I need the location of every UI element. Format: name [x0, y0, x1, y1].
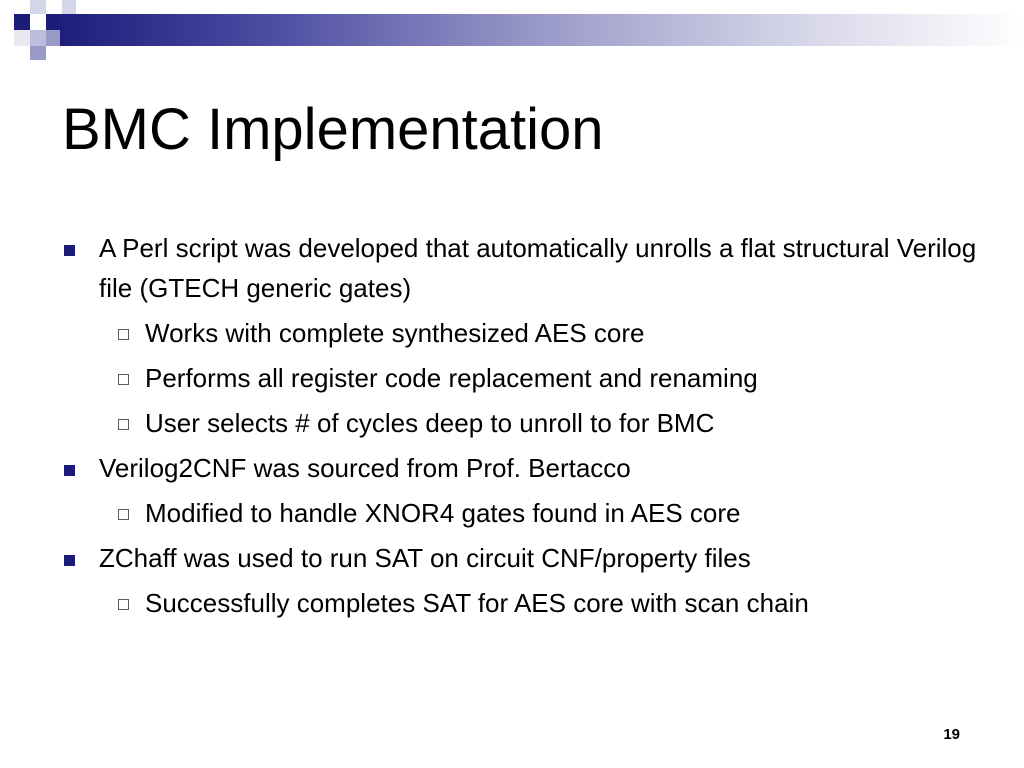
- header-square-decoration: [30, 30, 46, 46]
- sub-bullet-list: [99, 583, 982, 623]
- square-bullet-icon: [64, 555, 75, 566]
- header-square-decoration: [46, 30, 60, 46]
- sub-bullet-list: [99, 493, 982, 533]
- bullet-text: ZChaff was used to run SAT on circuit CNF/property files: [99, 543, 751, 573]
- square-bullet-icon: [64, 245, 75, 256]
- sub-bullet-list: [99, 313, 982, 443]
- page-number: 19: [943, 726, 960, 743]
- header-square-decoration: [30, 46, 46, 60]
- sub-bullet-item: [99, 583, 982, 623]
- hollow-square-bullet-icon: [118, 509, 129, 520]
- sub-bullet-item: [99, 358, 982, 398]
- sub-bullet-item: [99, 493, 982, 533]
- bullet-item: [62, 538, 982, 623]
- square-bullet-icon: [64, 465, 75, 476]
- header-square-decoration: [62, 0, 76, 14]
- header-square-decoration: [46, 14, 60, 30]
- sub-bullet-text: User selects # of cycles deep to unroll to for BMC: [145, 408, 715, 438]
- hollow-square-bullet-icon: [118, 374, 129, 385]
- sub-bullet-text: Performs all register code replacement and renaming: [145, 363, 758, 393]
- bullet-list: [62, 228, 982, 628]
- bullet-text: A Perl script was developed that automatically unrolls a flat structural Verilog file (GTECH generic gates): [99, 233, 977, 303]
- header-square-decoration: [14, 30, 30, 46]
- hollow-square-bullet-icon: [118, 329, 129, 340]
- hollow-square-bullet-icon: [118, 599, 129, 610]
- bullet-item: [62, 448, 982, 533]
- sub-bullet-item: [99, 313, 982, 353]
- bullet-item: [62, 228, 982, 443]
- header-square-decoration: [30, 0, 46, 14]
- sub-bullet-item: [99, 403, 982, 443]
- sub-bullet-text: Modified to handle XNOR4 gates found in AES core: [145, 498, 741, 528]
- sub-bullet-text: Successfully completes SAT for AES core with scan chain: [145, 588, 809, 618]
- sub-bullet-text: Works with complete synthesized AES core: [145, 318, 645, 348]
- hollow-square-bullet-icon: [118, 419, 129, 430]
- slide-title: BMC Implementation: [62, 97, 604, 162]
- header-gradient-bar: [60, 14, 1024, 46]
- bullet-text: Verilog2CNF was sourced from Prof. Bertacco: [99, 453, 631, 483]
- header-square-decoration: [14, 14, 30, 30]
